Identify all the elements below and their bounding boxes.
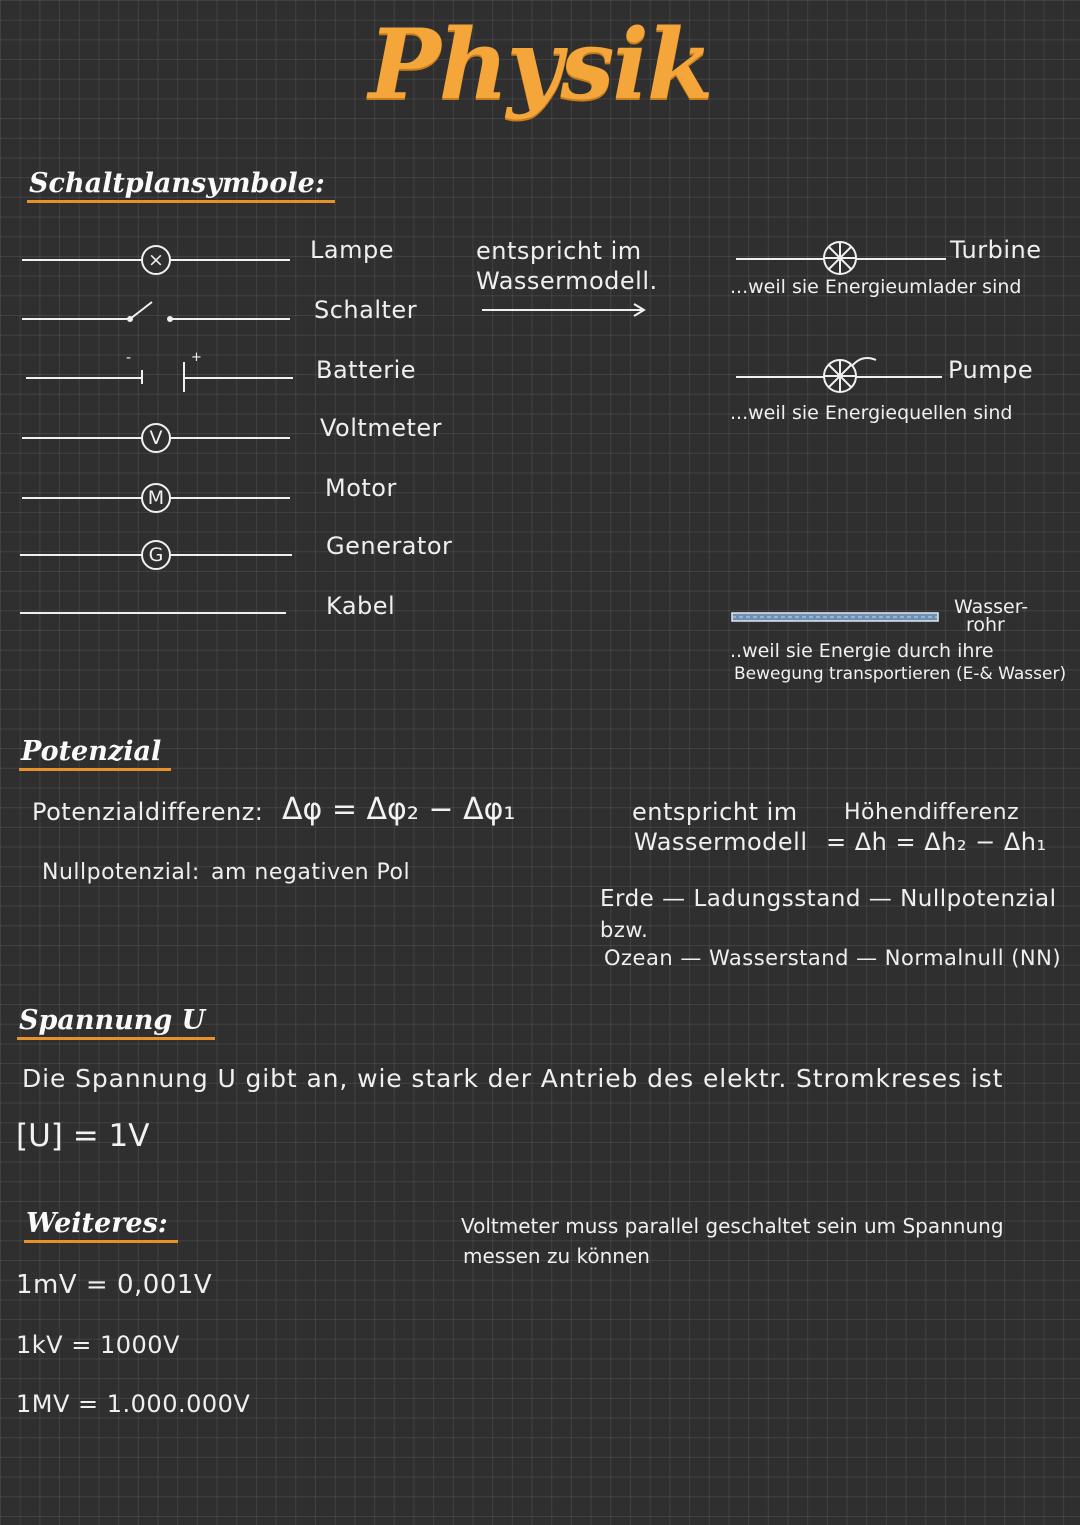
battery-minus-plate xyxy=(141,370,143,384)
symbol-label-switch: Schalter xyxy=(314,296,418,324)
lamp-icon: × xyxy=(141,245,171,275)
section-heading-symbols: Schaltplansymbole: xyxy=(27,168,335,203)
symbol-label-voltmeter: Voltmeter xyxy=(320,414,443,442)
wire xyxy=(183,377,293,379)
pump-note: ...weil sie Energiequellen sind xyxy=(730,402,1013,424)
battery-plus-sign: + xyxy=(191,350,202,365)
pump-icon xyxy=(822,356,882,396)
wire xyxy=(26,377,142,379)
potential-analogy-line1: entspricht im xyxy=(632,798,798,826)
earth-line: Erde — Ladungsstand — Nullpotenzial xyxy=(600,886,1057,912)
section-heading-further: Weiteres: xyxy=(24,1208,178,1243)
pipe-label-line2: rohr xyxy=(966,614,1005,636)
voltmeter-icon: V xyxy=(141,423,171,453)
switch-icon xyxy=(22,302,322,332)
bzw-text: bzw. xyxy=(600,918,649,942)
potential-difference-label: Potenzialdifferenz: xyxy=(32,798,264,826)
conversion-megav: 1MV = 1.000.000V xyxy=(16,1390,251,1418)
potential-difference-formula: Δφ = Δφ₂ − Δφ₁ xyxy=(282,792,516,827)
generator-icon: G xyxy=(141,540,171,570)
symbol-label-battery: Batterie xyxy=(316,356,417,384)
voltmeter-note-line2: messen zu können xyxy=(463,1244,650,1268)
section-heading-voltage: Spannung U xyxy=(17,1005,215,1040)
pipe-note-line1: ..weil sie Energie durch ihre xyxy=(730,640,994,662)
turbine-label: Turbine xyxy=(950,236,1042,264)
pipe-note-line2: Bewegung transportieren (E-& Wasser) xyxy=(734,664,1067,684)
ocean-line: Ozean — Wasserstand — Normalnull (NN) xyxy=(604,946,1062,970)
symbol-label-cable: Kabel xyxy=(326,592,396,620)
symbol-label-generator: Generator xyxy=(326,532,453,560)
pump-label: Pumpe xyxy=(948,356,1034,384)
water-pipe-icon xyxy=(732,612,942,624)
arrow-right-icon xyxy=(482,303,652,317)
height-difference-line1: Höhendifferenz xyxy=(844,800,1020,825)
height-difference-line2: = Δh = Δh₂ − Δh₁ xyxy=(826,828,1047,856)
symbol-label-motor: Motor xyxy=(325,474,397,502)
voltage-unit: [U] = 1V xyxy=(16,1118,150,1154)
battery-minus-sign: - xyxy=(126,350,132,366)
cable-line xyxy=(20,612,286,614)
pipe-label-line1: Wasser- xyxy=(954,596,1029,618)
voltage-definition: Die Spannung U gibt an, wie stark der Antrieb des elektr. Stromkreses ist xyxy=(22,1064,1004,1093)
turbine-icon xyxy=(822,240,858,276)
zero-potential-text: am negativen Pol xyxy=(211,860,411,885)
conversion-mv: 1mV = 0,001V xyxy=(16,1270,213,1300)
voltmeter-note-line1: Voltmeter muss parallel geschaltet sein um Spannung xyxy=(461,1214,1004,1238)
potential-analogy-line2: Wassermodell xyxy=(634,828,808,856)
page-title: Physik xyxy=(368,8,712,121)
symbol-label-lamp: Lampe xyxy=(310,236,394,264)
section-heading-potential: Potenzial xyxy=(19,736,171,771)
turbine-note: ...weil sie Energieumlader sind xyxy=(730,276,1022,298)
zero-potential-label: Nullpotenzial: xyxy=(42,860,200,885)
conversion-kv: 1kV = 1000V xyxy=(16,1331,180,1359)
analogy-text: entspricht im Wassermodell. xyxy=(476,237,658,295)
motor-icon: M xyxy=(141,483,171,513)
